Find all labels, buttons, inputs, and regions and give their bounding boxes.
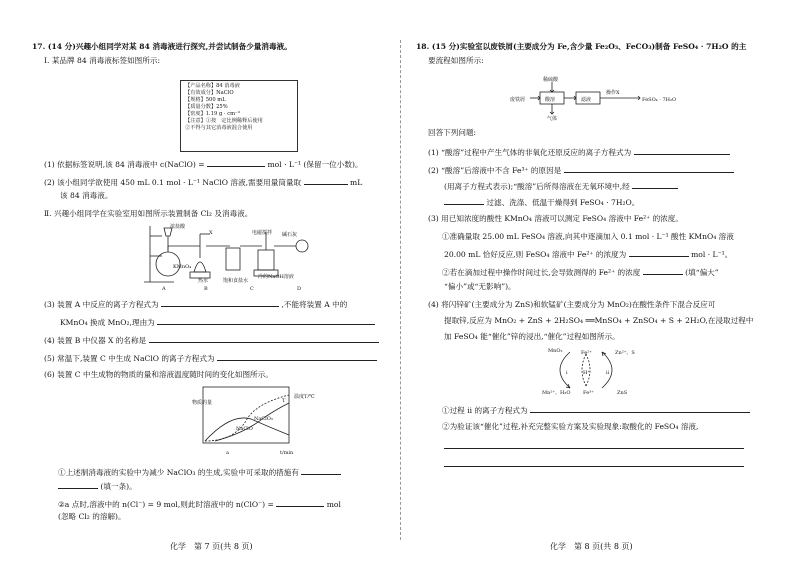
q18-4-cont-2: 加 FeSO₄ 能“催化”锌的浸出,“催化”过程如图所示。: [444, 332, 620, 341]
graph-naclo-label: NaClO: [236, 426, 253, 432]
q18-4-2-blank-2[interactable]: [444, 458, 744, 467]
q17-6-2-tail: mol: [326, 500, 341, 509]
page-7-footer: 化学 第 7 页(共 8 页): [170, 542, 253, 551]
q17-3-reason-blank[interactable]: [157, 316, 375, 325]
label-a: A: [162, 286, 166, 292]
label-b: B: [204, 286, 208, 292]
process-flow-diagram: [500, 74, 720, 122]
q17-5-blank[interactable]: [217, 352, 377, 361]
page-8-footer: 化学 第 8 页(共 8 页): [550, 542, 633, 551]
q18-3-2: [442, 266, 719, 278]
graph-y-left: 物质的量: [192, 400, 213, 406]
label-row-name: 【产品名称】84 消毒液: [185, 83, 240, 89]
q18-4-2-answer-line-2: [444, 458, 744, 470]
answer-prompt: 回答下列问题:: [428, 128, 477, 137]
q18-4-1: [442, 404, 750, 416]
q18-4-1-blank[interactable]: [530, 404, 750, 413]
q18-3-1-tail: mol · L⁻¹。: [691, 250, 733, 259]
q17-6: (6) 装置 C 中生成物的物质的量和溶液温度随时间的变化如图所示。: [44, 370, 273, 379]
flow-product: FeSO₄ · 7H₂O: [642, 97, 677, 103]
q17-1-text: (1) 依据标签说明,该 84 消毒液中 c(NaClO) =: [44, 160, 205, 169]
label-cold-naoh: 冷的NaOH溶液: [258, 274, 294, 280]
q18-2-blank-2[interactable]: [632, 180, 678, 189]
q18-3: (3) 用已知浓度的酸性 KMnO₄ 溶液可以测定 FeSO₄ 溶液中 Fe²⁺ 的浓度。: [428, 214, 683, 223]
q17-5-text: (5) 常温下,装置 C 中生成 NaClO 的离子方程式为: [44, 354, 215, 363]
q17-6-1-blank[interactable]: [301, 466, 341, 475]
label-conc-hcl: 浓盐酸: [170, 224, 186, 230]
q18-2-cont-2: [444, 196, 639, 208]
q18-2-cont-text: (用离子方程式表示);“酸溶”后所得溶液在无氧环境中,经: [444, 182, 630, 191]
graph-x-axis: t/min: [280, 450, 294, 456]
q18-3-1: ①准确量取 25.00 mL FeSO₄ 溶液,向其中逐滴加入 0.1 mol · L⁻¹ 酸性 KMnO₄ 溶液: [442, 232, 734, 241]
q17-2-tail: mL: [350, 178, 363, 187]
q18-2: [428, 164, 734, 176]
time-curve-graph: [185, 383, 305, 458]
cycle-ii: ii: [606, 370, 610, 376]
label-kmno4: KMnO₄: [173, 264, 192, 270]
q17-2: [44, 176, 362, 188]
q18-3-2-tail: (填“偏大”: [685, 268, 719, 277]
graph-y-right: 温度T/℃: [294, 394, 315, 400]
q17-6-1-text: ①上述制消毒液的实验中为减少 NaClO₃ 的生成,实验中可采取的措施有: [58, 468, 299, 477]
flow-acid: 稀硫酸: [543, 77, 559, 83]
q18-4-2-answer-line-1: [444, 440, 744, 452]
q17-2-cont: 该 84 消毒液。: [60, 191, 113, 200]
q18-2-cont-2-text: 过滤、洗涤、低温干燥得到 FeSO₄ · 7H₂O。: [486, 198, 640, 207]
q18-4-cont: 提取锌,反应为 MnO₂ + ZnS + 2H₂SO₄ ══MnSO₄ + ZnSO₄ + S + 2H₂O,在浸取过程中: [444, 316, 754, 325]
q18-2-text: (2) “酸溶”后溶液中不含 Fe³⁺ 的原因是: [428, 166, 562, 175]
q18-3-1-cont-text: 20.00 mL 恰好反应,则 FeSO₄ 溶液中 Fe²⁺ 的浓度为: [444, 250, 627, 259]
q18-2-blank-3[interactable]: [444, 196, 484, 205]
q17-6-1-blank-2[interactable]: [58, 480, 98, 489]
cycle-mno2: MnO₂: [548, 348, 563, 354]
cycle-fe3: Fe³⁺: [583, 390, 594, 396]
q18-4: (4) 将闪锌矿(主要成分为 ZnS)和软锰矿(主要成分为 MnO₂)在酸性条件下混合反应可: [428, 300, 716, 309]
label-soda-lime: 碱石灰: [282, 232, 298, 238]
q18-4-1-text: ①过程 ii 的离子方程式为: [442, 406, 528, 415]
label-d: D: [297, 286, 302, 292]
cycle-fe2-top: Fe²⁺: [581, 350, 592, 356]
q17-4: [44, 334, 379, 346]
q18-header: 18. (15 分)实验室以废铁屑(主要成分为 Fe,含少量 Fe₂O₃、FeCO₃)制备 FeSO₄ · 7H₂O 的主: [416, 42, 747, 51]
q17-2-text: (2) 该小组同学欲使用 450 mL 0.1 mol · L⁻¹ NaClO 溶液,需要用量筒量取: [44, 178, 302, 187]
label-row-mass-fraction: 【质量分数】25%: [185, 104, 228, 110]
cycle-zn-s: Zn²⁺、S: [615, 350, 635, 356]
q18-3-2-cont: “偏小”或“无影响”)。: [444, 282, 516, 291]
label-row-ingredient: 【有效成分】NaClO: [185, 90, 234, 96]
q17-3: [44, 298, 347, 310]
cycle-i: i: [566, 370, 568, 376]
q18-header-cont: 要流程如图所示:: [428, 56, 484, 65]
section-2-intro: Ⅱ. 兴趣小组同学在实验室用如图所示装置制备 Cl₂ 及消毒液。: [44, 209, 253, 218]
label-sat-salt: 饱和食盐水: [223, 278, 249, 284]
q17-4-blank[interactable]: [149, 334, 379, 343]
q17-5: [44, 352, 377, 364]
q17-6-1-cont-text: (填一条)。: [100, 482, 137, 491]
q17-6-1: [58, 466, 341, 478]
cycle-h: H⁺: [583, 370, 590, 376]
q17-3-reason-text: KMnO₄ 换成 MnO₂,理由为: [60, 318, 155, 327]
q18-3-1-cont: [444, 248, 732, 260]
q17-3-tail: ,不能将装置 A 中的: [281, 300, 348, 309]
cycle-zns: ZnS: [617, 390, 628, 396]
q17-6-2: [58, 498, 341, 510]
label-hot-water: 热水: [198, 278, 209, 284]
q18-4-2-blank-1[interactable]: [444, 440, 744, 449]
section-1-intro: Ⅰ. 某品牌 84 消毒液标签如图所示:: [44, 56, 160, 65]
flow-op-x: 操作X: [606, 90, 620, 96]
q17-6-1-cont: [58, 480, 137, 492]
q17-3-reason: [60, 316, 375, 328]
flow-scrap: 废铁屑: [510, 97, 526, 103]
flow-filtrate: 滤液: [581, 97, 592, 103]
label-stirrer: 电磁搅拌: [252, 230, 273, 236]
label-c: C: [250, 286, 254, 292]
q17-4-text: (4) 装置 B 中仪器 X 的名称是: [44, 336, 147, 345]
q18-3-2-text: ②若在滴加过程中操作时间过长,会导致测得的 Fe²⁺ 的浓度: [442, 268, 641, 277]
q18-4-2: ②为验证该“催化”过程,补充完整实验方案及实验现象:取酸化的 FeSO₄ 溶液,: [442, 422, 699, 431]
q18-1-text: (1) “酸溶”过程中产生气体的非氧化还原反应的离子方程式为: [428, 148, 632, 157]
label-x: X: [209, 230, 213, 236]
q17-6-2-cont: (忽略 Cl₂ 的溶解)。: [58, 512, 126, 521]
q18-1: [428, 146, 730, 158]
q17-2-blank[interactable]: [304, 176, 348, 185]
q18-2-blank[interactable]: [564, 164, 734, 173]
q17-header: 17. (14 分)兴趣小组同学对某 84 消毒液进行探究,并尝试制备少量消毒液。: [32, 42, 292, 51]
flow-dissolve: 酸溶: [545, 97, 556, 103]
product-label-box: [180, 80, 298, 152]
q17-6-2-blank[interactable]: [276, 498, 324, 507]
q17-3-text: (3) 装置 A 中反应的离子方程式为: [44, 300, 159, 309]
label-row-volume: 【规格】500 mL: [185, 97, 226, 103]
graph-t-label: T: [282, 398, 286, 404]
label-row-density: 【密度】1.19 g · cm⁻³: [185, 111, 240, 117]
page-8: [400, 0, 800, 579]
q17-3-blank[interactable]: [161, 298, 279, 307]
q18-3-2-blank[interactable]: [643, 266, 683, 275]
graph-a-point: a: [226, 450, 229, 456]
q18-1-blank[interactable]: [634, 146, 730, 155]
q18-2-cont: [444, 180, 678, 192]
q18-3-1-blank[interactable]: [629, 248, 689, 257]
flow-gas: 气体: [547, 116, 558, 122]
label-row-note-2: ②不得与其它消毒液混合使用: [185, 125, 253, 131]
label-row-note-1: 【注意】①按 定比例稀释后使用: [185, 118, 263, 124]
q17-6-2-text: ②a 点时,溶液中的 n(Cl⁻) = 9 mol,则此时溶液中的 n(ClO⁻) =: [58, 500, 274, 509]
graph-naclo3-label: NaClO₃: [254, 416, 273, 422]
q17-1: [44, 158, 363, 170]
cycle-mn-h2o: Mn²⁺、H₂O: [542, 390, 571, 396]
q17-1-tail: mol · L⁻¹ (保留一位小数)。: [267, 160, 363, 169]
q17-1-blank[interactable]: [207, 158, 265, 167]
